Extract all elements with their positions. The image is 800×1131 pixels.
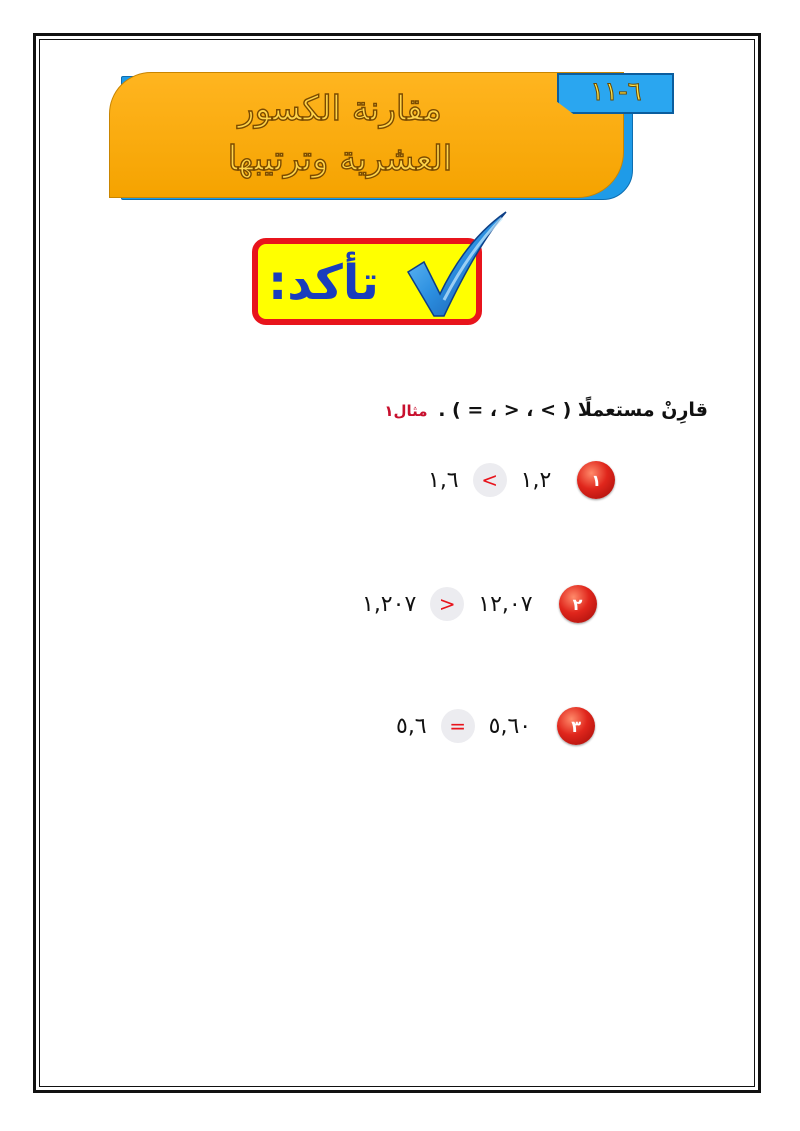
exercise-left-value: ٥,٦ [396,713,427,739]
lesson-title-line1: مقارنة الكسور [238,89,442,129]
comparison-operator: < [473,463,507,497]
exercise-number-badge: ٣ [557,707,595,745]
lesson-number: ٦-١١ [590,77,642,107]
example-reference: مثال١ [384,402,428,420]
exercise-right-value: ٥,٦٠ [488,713,532,739]
comparison-operator: > [430,587,464,621]
exercise-number-badge: ١ [577,461,615,499]
instruction-text: قارِنْ مستعملًا ( > ، < ، = ) . [438,399,708,421]
check-badge-label: تأكد: [268,255,379,311]
checkmark-icon [404,210,510,320]
lesson-title [130,84,550,184]
exercise-left-value: ١,٢٠٧ [362,591,417,617]
exercise-left-value: ١,٦ [428,467,459,493]
exercise-right-value: ١٢,٠٧ [478,591,533,617]
lesson-title-line2: العشرية وترتيبها [227,139,453,179]
comparison-operator: = [441,709,475,743]
instruction [384,394,708,427]
exercise-right-value: ١,٢ [520,467,552,493]
exercise-row [428,460,615,500]
exercise-row [396,706,595,746]
exercise-number-badge: ٢ [559,585,597,623]
exercise-row [362,584,597,624]
